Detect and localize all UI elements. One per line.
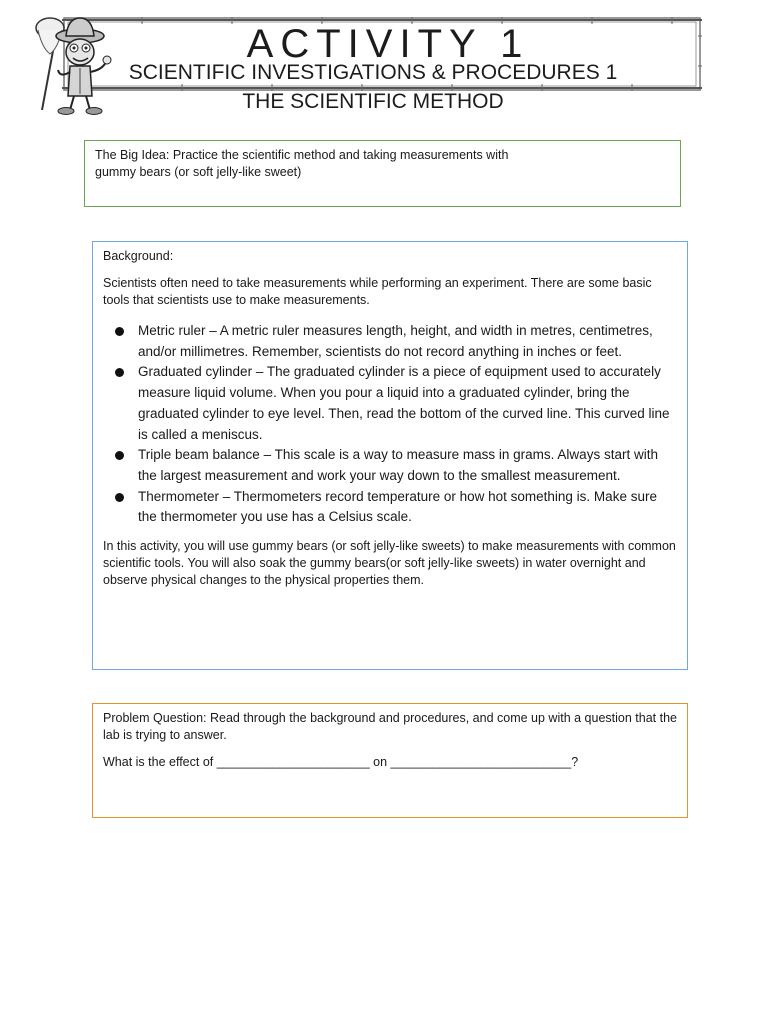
big-idea-box [84,140,681,207]
section-title: THE SCIENTIFIC METHOD [242,90,504,113]
list-item [103,445,677,486]
background-heading: Background: [103,249,174,263]
problem-question-blank[interactable]: What is the effect of ______________________ on __________________________? [103,755,579,769]
tool-description: Metric ruler – A metric ruler measures length, height, and width in metres, centimetres, and/or millimetres. Remember, scientists do not record anything in inches or feet. [138,323,653,359]
bullet-icon [115,493,124,502]
list-item [103,362,677,445]
big-idea-line: gummy bears (or soft jelly-like sweet) [95,165,302,179]
activity-description: In this activity, you will use gummy bears (or soft jelly-like sweets) to make measurements with common scientific tools. You will also soak the gummy bears(or soft jelly-like sweets) in water overnight and observe physical changes to the physical properties them. [103,539,676,588]
problem-question-text: Problem Question: Read through the background and procedures, and come up with a question that the lab is trying to answer. [103,711,677,742]
big-idea-line: The Big Idea: Practice the scientific method and taking measurements with [95,148,509,162]
tools-list [103,321,677,528]
tool-description: Thermometer – Thermometers record temperature or how hot something is. Make sure the thermometer you use has a Celsius scale. [138,488,657,525]
bullet-icon [115,368,124,377]
problem-question-box [92,703,688,818]
list-item [103,487,677,528]
bullet-icon [115,451,124,460]
page-subtitle: SCIENTIFIC INVESTIGATIONS & PROCEDURES 1 [128,61,618,84]
list-item [103,321,677,362]
background-box [92,241,688,670]
bullet-icon [115,327,124,336]
tool-description: Triple beam balance – This scale is a way to measure mass in grams. Always start with the largest measurement and work your way down to the smallest measurement. [138,447,658,483]
background-intro: Scientists often need to take measurements while performing an experiment. There are some basic tools that scientists use to make measurements. [103,276,652,307]
page-title: ACTIVITY 1 [246,22,530,66]
tool-description: Graduated cylinder – The graduated cylinder is a piece of equipment used to accurately measure liquid volume. When you pour a liquid into a graduated cylinder, bring the graduated cylinder to eye level. Then, read the bottom of the curved line. This curved line is called a meniscus. [138,364,670,442]
